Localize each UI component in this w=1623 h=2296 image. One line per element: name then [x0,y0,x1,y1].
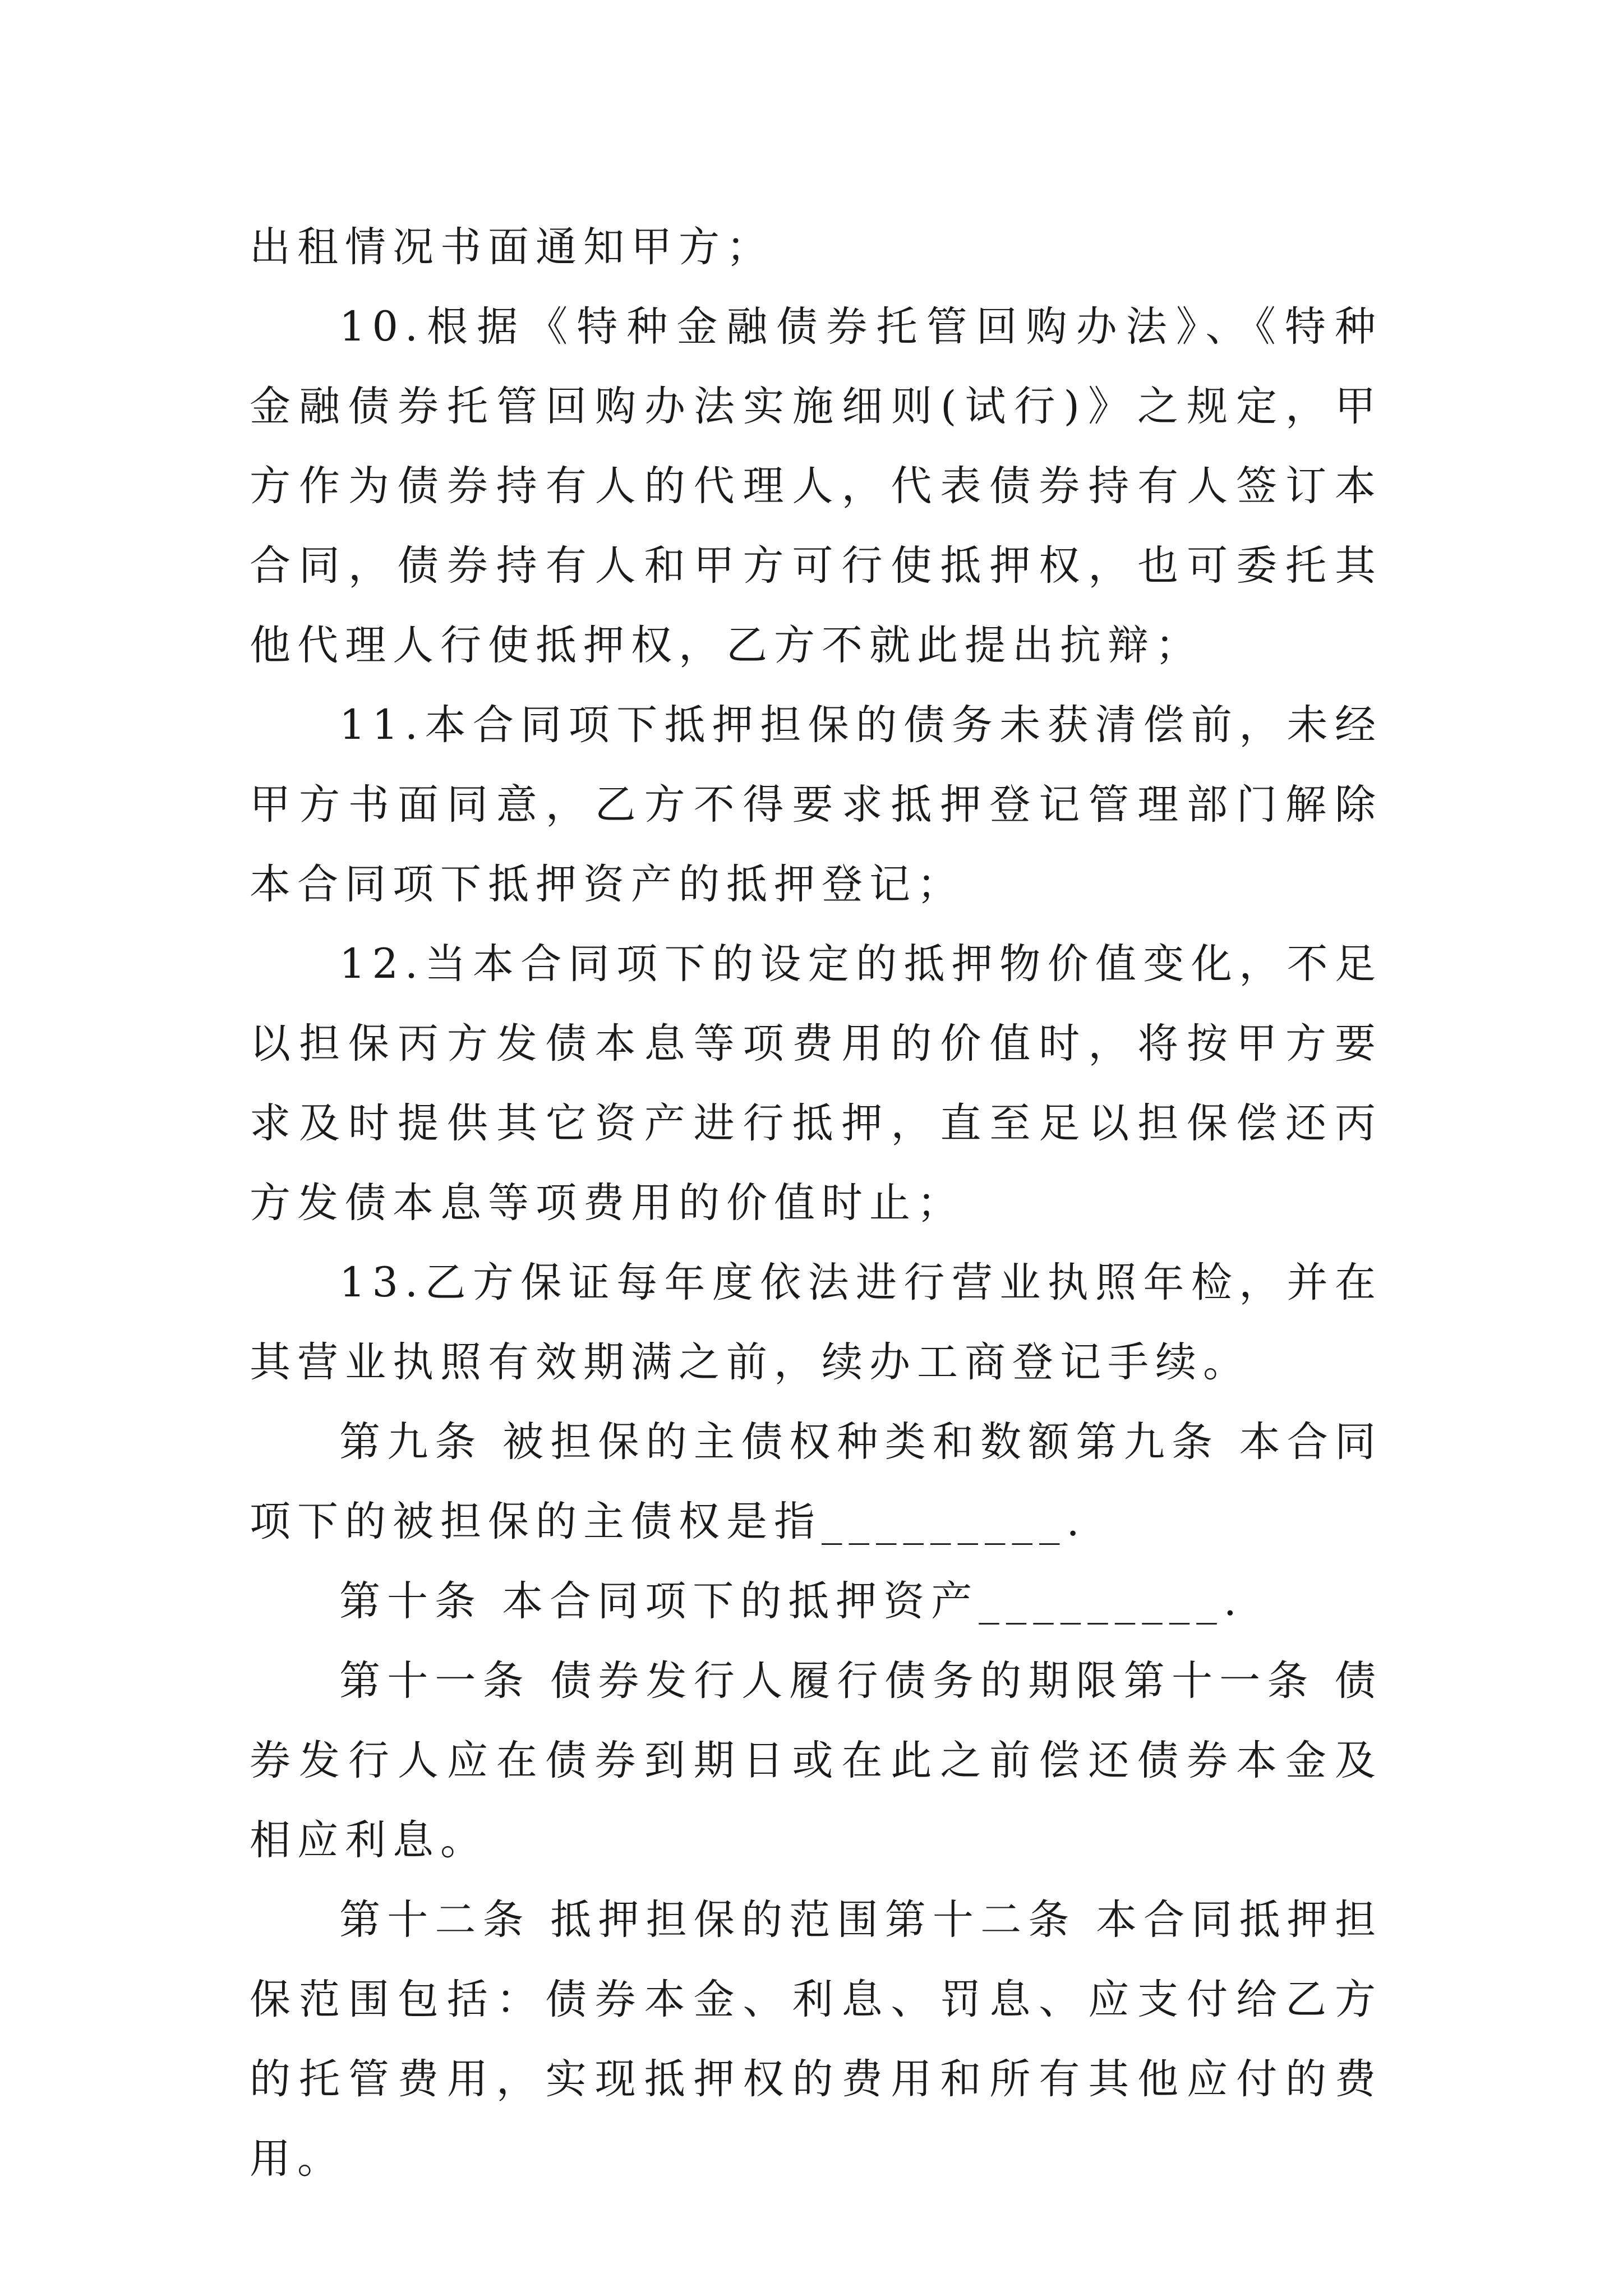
paragraph-article-12: 第十二条 抵押担保的范围第十二条 本合同抵押担保范围包括：债券本金、利息、罚息、应支付给乙方的托管费用，实现抵押权的费用和所有其他应付的费用。 [250,1896,1382,2183]
paragraph-item-13: 13.乙方保证每年度依法进行营业执照年检，并在其营业执照有效期满之前，续办工商登记手续。 [250,1259,1382,1386]
paragraph-item-10: 10.根据《特种金融债券托管回购办法》、《特种金融债券托管回购办法实施细则(试行)》之规定，甲方作为债券持有人的代理人，代表债券持有人签订本合同，债券持有人和甲方可行使抵押权，也可委托其他代理人行使抵押权，乙方不就此提出抗辩； [250,303,1382,669]
paragraph-item-12: 12.当本合同项下的设定的抵押物价值变化，不足以担保丙方发债本息等项费用的价值时，将按甲方要求及时提供其它资产进行抵押，直至足以担保偿还丙方发债本息等项费用的价值时止； [250,940,1382,1227]
paragraph-article-10: 第十条 本合同项下的抵押资产_________. [339,1577,1243,1625]
paragraph-article-9: 第九条 被担保的主债权种类和数额第九条 本合同项下的被担保的主债权是指_________. [250,1418,1382,1545]
document-body [250,208,1382,2199]
paragraph-article-11: 第十一条 债券发行人履行债务的期限第十一条 债券发行人应在债券到期日或在此之前偿还债券本金及相应利息。 [250,1657,1382,1864]
paragraph-item-11: 11.本合同项下抵押担保的债务未获清偿前，未经甲方书面同意，乙方不得要求抵押登记管理部门解除本合同项下抵押资产的抵押登记； [250,701,1382,908]
paragraph-continuation: 出租情况书面通知甲方； [250,223,774,271]
